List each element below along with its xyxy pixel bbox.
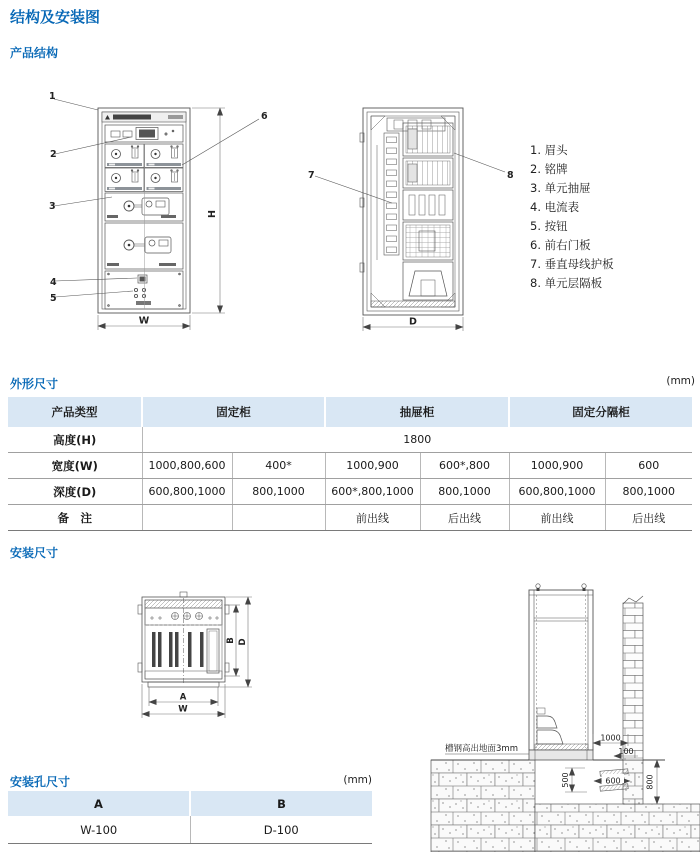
outline-dimensions-table <box>8 397 692 531</box>
dim-label-a: A <box>179 692 187 703</box>
section-title-hole-dims: 安装孔尺寸 <box>10 775 71 789</box>
table-cell: 1000,900 <box>325 453 420 479</box>
table-row-remark <box>8 505 692 531</box>
dim-1000: 1000 <box>600 733 621 743</box>
table-cell: 前出线 <box>509 505 605 531</box>
row-label: 高度(H) <box>8 427 142 453</box>
callout-7: 7 <box>308 170 315 181</box>
table-cell: 600,800,1000 <box>509 479 605 505</box>
legend-item: 8. 单元层隔板 <box>530 276 603 290</box>
col-header-b: B <box>190 791 372 816</box>
legend-item: 4. 电流表 <box>530 200 580 214</box>
table-cell: 600*,800 <box>420 453 509 479</box>
table-cell: 后出线 <box>605 505 692 531</box>
col-header-product-type: 产品类型 <box>8 397 142 427</box>
structure-diagram <box>35 85 535 350</box>
unit-label-mm: (mm) <box>666 375 695 387</box>
row-label: 深度(D) <box>8 479 142 505</box>
channel-steel-note: 槽钢高出地面3mm <box>445 744 518 754</box>
callout-1: 1 <box>49 91 56 102</box>
dim-600: 600 <box>605 776 621 786</box>
callout-5: 5 <box>50 293 57 304</box>
table-cell: 800,1000 <box>420 479 509 505</box>
legend-item: 7. 垂直母线护板 <box>530 257 614 271</box>
legend-item: 1. 眉头 <box>530 143 568 157</box>
table-cell: 1000,800,600 <box>142 453 232 479</box>
table-cell: 1800 <box>142 427 692 453</box>
legend-item: 5. 按钮 <box>530 219 568 233</box>
table-cell: 600*,800,1000 <box>325 479 420 505</box>
dim-800: 800 <box>645 774 655 790</box>
dim-label-d: D <box>409 316 417 328</box>
col-header-fixed-partition-cabinet: 固定分隔柜 <box>509 397 692 427</box>
unit-label-mm: (mm) <box>343 774 372 786</box>
table-cell: 600 <box>605 453 692 479</box>
table-cell: 前出线 <box>325 505 420 531</box>
table-cell: 800,1000 <box>232 479 325 505</box>
header-strip <box>113 115 151 120</box>
col-header-a: A <box>8 791 190 816</box>
table-row-depth <box>8 479 692 505</box>
dim-label-w: W <box>178 704 188 715</box>
side-view-cabinet <box>360 108 463 315</box>
table-row-height <box>8 427 692 453</box>
section-title-product-structure: 产品结构 <box>10 46 59 60</box>
dim-label-d: D <box>238 638 248 646</box>
table-row-hole-values <box>8 816 372 844</box>
model-label-block <box>168 115 183 119</box>
section-title-outline-dims: 外形尺寸 <box>10 377 59 391</box>
callout-6: 6 <box>261 111 268 122</box>
callout-4: 4 <box>50 277 57 288</box>
foundation-side-view-diagram <box>425 578 700 852</box>
table-cell: 800,1000 <box>605 479 692 505</box>
dim-100: 100 <box>618 747 634 756</box>
table-row-width <box>8 453 692 479</box>
table-cell: 1000,900 <box>509 453 605 479</box>
table-cell: 后出线 <box>420 505 509 531</box>
table-cell: W-100 <box>8 816 190 844</box>
front-view-cabinet <box>98 108 190 313</box>
col-header-drawer-cabinet: 抽屉柜 <box>325 397 509 427</box>
callout-8: 8 <box>507 170 514 181</box>
dim-500: 500 <box>561 772 570 788</box>
dim-label-b: B <box>226 637 236 644</box>
table-cell: D-100 <box>190 816 372 844</box>
dim-label-w: W <box>138 315 150 327</box>
row-label: 宽度(W) <box>8 453 142 479</box>
row-label: 备 注 <box>8 505 142 531</box>
hole-dimensions-table <box>8 791 372 844</box>
cabinet-side-outline <box>529 584 593 760</box>
col-header-fixed-cabinet: 固定柜 <box>142 397 325 427</box>
legend-item: 6. 前右门板 <box>530 238 591 252</box>
table-cell: 400* <box>232 453 325 479</box>
legend-item: 2. 铭牌 <box>530 162 568 176</box>
table-cell <box>232 505 325 531</box>
table-cell <box>142 505 232 531</box>
brick-wall <box>623 596 643 760</box>
callout-3: 3 <box>49 201 56 212</box>
structure-legend <box>530 141 614 293</box>
section-title-install-dims: 安装尺寸 <box>10 546 59 560</box>
table-cell: 600,800,1000 <box>142 479 232 505</box>
legend-item: 3. 单元抽屉 <box>530 181 591 195</box>
page-title: 结构及安装图 <box>10 8 101 26</box>
callout-2: 2 <box>50 149 57 160</box>
dim-label-h: H <box>207 210 218 218</box>
install-top-view-diagram <box>125 585 290 740</box>
